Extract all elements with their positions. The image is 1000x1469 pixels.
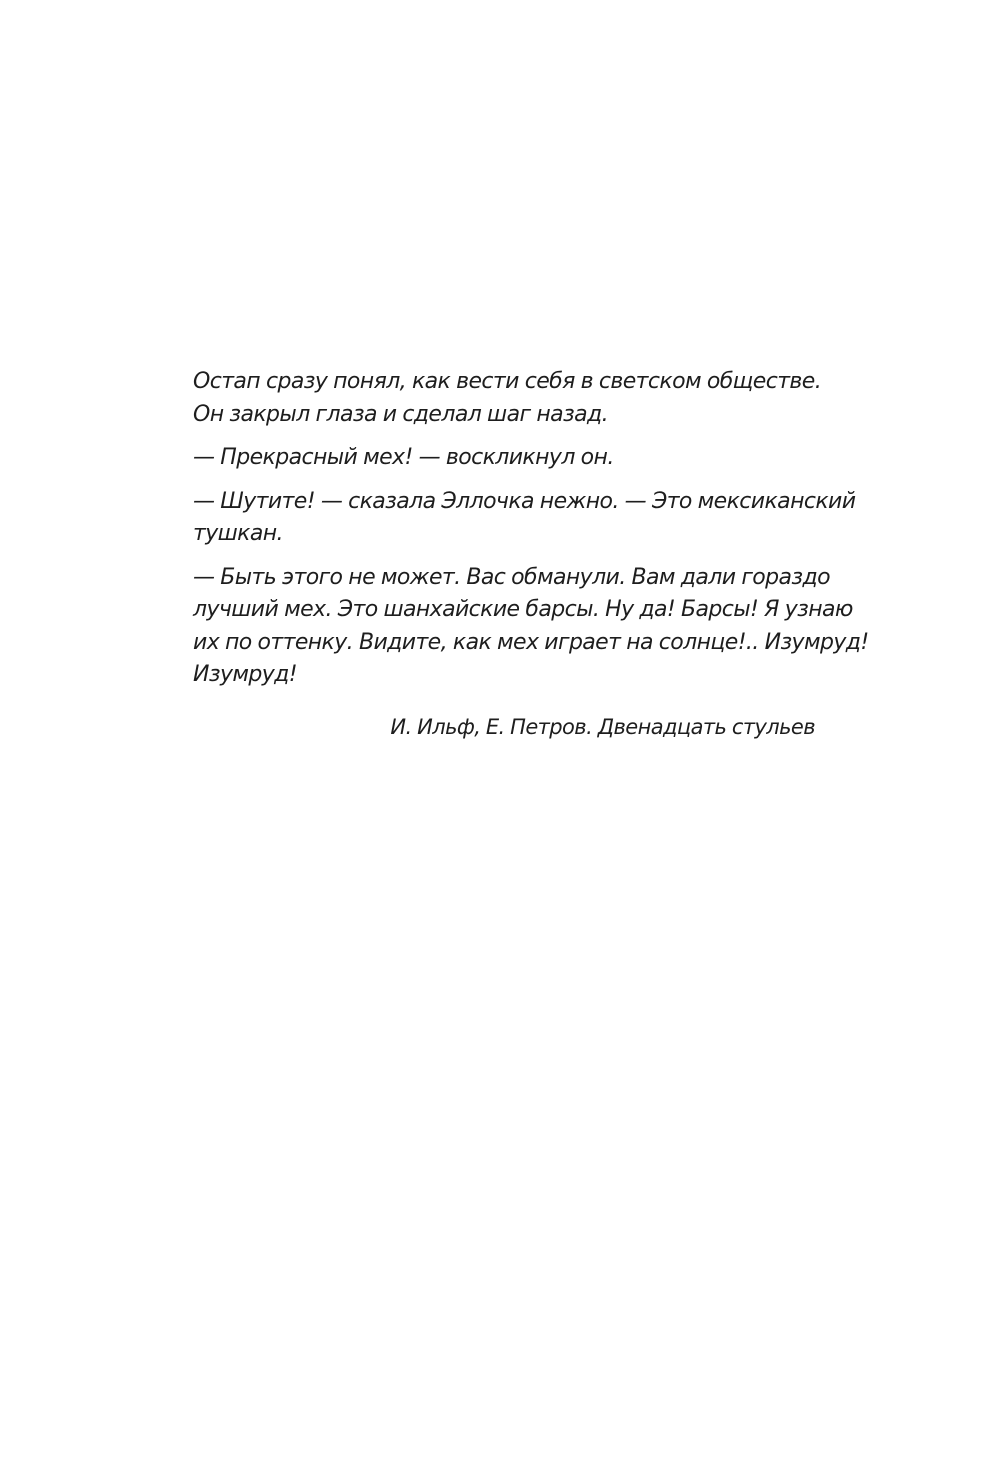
text-line: их по оттенку. Видите, как мех играет на солнце!.. Изумруд! bbox=[193, 629, 869, 655]
epigraph-paragraph bbox=[193, 442, 815, 475]
text-line: Он закрыл глаза и сделал шаг назад. bbox=[193, 401, 608, 427]
text-line: тушкан. bbox=[193, 521, 283, 546]
epigraph-paragraph bbox=[193, 366, 822, 431]
epigraph-text bbox=[193, 366, 869, 703]
epigraph-paragraph bbox=[193, 562, 869, 692]
text-line: — Прекрасный мех! — воскликнул он. bbox=[193, 445, 614, 470]
text-line: — Шутите! — сказала Эллочка нежно. — Это мексиканский bbox=[193, 488, 856, 514]
text-line: — Быть этого не может. Вас обманули. Вам дали гораздо bbox=[193, 564, 830, 590]
text-line: Остап сразу понял, как вести себя в светском обществе. bbox=[193, 369, 822, 394]
text-line: лучший мех. Это шанхайские барсы. Ну да! Барсы! Я узнаю bbox=[193, 597, 853, 622]
text-line: Изумруд! bbox=[193, 662, 297, 687]
epigraph-attribution: И. Ильф, Е. Петров. Двенадцать стульев bbox=[390, 715, 815, 739]
epigraph-paragraph bbox=[193, 486, 856, 551]
